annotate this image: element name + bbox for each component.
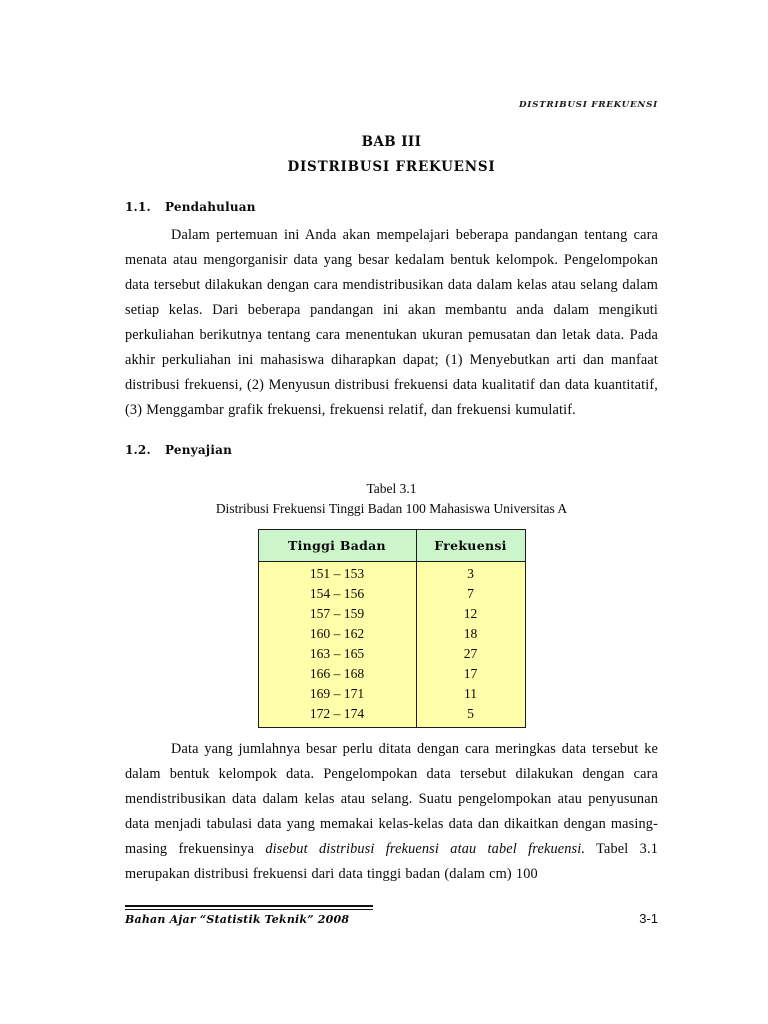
paragraph-intro: Dalam pertemuan ini Anda akan mempelajari beberapa pandangan tentang cara menata atau mengorganisir data yang besar kedalam bentuk kelompok. Pengelompokan data tersebut dilakukan dengan cara mendistribusikan data dalam kelas atau selang dalam setiap kelas. Dari beberapa pandangan ini akan membantu anda dalam mengikuti perkuliahan berikutnya tentang cara menentukan ukuran pemusatan dan letak data. Pada akhir perkuliahan ini mahasiswa diharapkan dapat; (1) Menyebutkan arti dan manfaat distribusi frekuensi, (2) Menyusun distribusi frekuensi data kualitatif dan data kuantitatif, (3) Menggambar grafik frekuensi, frekuensi relatif, dan frekuensi kumulatif. [125,227,658,418]
table-row [258,704,525,728]
column-header-tinggi-badan: Tinggi Badan [258,530,416,562]
table-caption [125,479,658,519]
footer-rule-thin [125,909,373,910]
footer-rule-thick [125,905,373,907]
table-caption-line1: Tabel 3.1 [366,481,417,496]
page-title: DISTRIBUSI FREKUENSI [287,159,496,175]
cell-interval: 160 – 162 [258,624,416,644]
cell-interval: 163 – 165 [258,644,416,664]
table-header-row [258,530,525,562]
chapter-label: BAB III [361,134,422,150]
cell-frequency: 3 [416,562,525,585]
table-row [258,562,525,585]
section-number-1-2: 1.2. [125,443,151,457]
paragraph-after-table-part1: Data yang jumlahnya besar perlu ditata dengan cara meringkas data tersebut ke dalam bentuk kelompok data. Pengelompokan data tersebut dilakukan dengan cara mendistribusikan data dalam kelas atau selang. Suatu pengelompokan atau penyusunan data menjadi tabulasi data yang memakai kelas-kelas data dan dikaitkan dengan masing-masing frekuensinya [125,741,658,857]
section-number-1-1: 1.1. [125,200,151,214]
frequency-distribution-table [258,529,526,728]
table-body [258,562,525,728]
cell-interval: 169 – 171 [258,684,416,704]
cell-frequency: 12 [416,604,525,624]
cell-interval: 157 – 159 [258,604,416,624]
frequency-table-wrapper [125,529,658,728]
table-row [258,664,525,684]
section-heading-pendahuluan [125,200,658,214]
cell-frequency: 11 [416,684,525,704]
page-number: 3-1 [639,911,658,926]
cell-interval: 154 – 156 [258,584,416,604]
table-row [258,684,525,704]
column-header-frekuensi: Frekuensi [416,530,525,562]
cell-interval: 151 – 153 [258,562,416,585]
cell-frequency: 17 [416,664,525,684]
cell-frequency: 27 [416,644,525,664]
section-title-1-1: Pendahuluan [165,200,256,214]
section-heading-penyajian [125,443,658,457]
section-title-1-2: Penyajian [165,443,233,457]
cell-interval: 166 – 168 [258,664,416,684]
table-row [258,644,525,664]
paragraph-after-table [125,737,658,887]
footer-row [125,913,658,926]
footer-source-text: Bahan Ajar “Statistik Teknik” 2008 [125,912,350,926]
table-row [258,624,525,644]
table-caption-line2: Distribusi Frekuensi Tinggi Badan 100 Mahasiswa Universitas A [215,501,568,516]
page-content [125,130,658,887]
table-row [258,604,525,624]
cell-frequency: 18 [416,624,525,644]
cell-interval: 172 – 174 [258,704,416,728]
paragraph-after-table-part2: Tabel 3.1 merupakan distribusi frekuensi dari data tinggi badan (dalam cm) 100 [125,841,658,882]
paragraph-after-table-emphasis: disebut distribusi frekuensi atau tabel frekuensi. [265,841,586,857]
table-row [258,584,525,604]
page-footer [125,905,658,926]
cell-frequency: 7 [416,584,525,604]
running-header: DISTRIBUSI FREKUENSI [518,100,658,110]
cell-frequency: 5 [416,704,525,728]
